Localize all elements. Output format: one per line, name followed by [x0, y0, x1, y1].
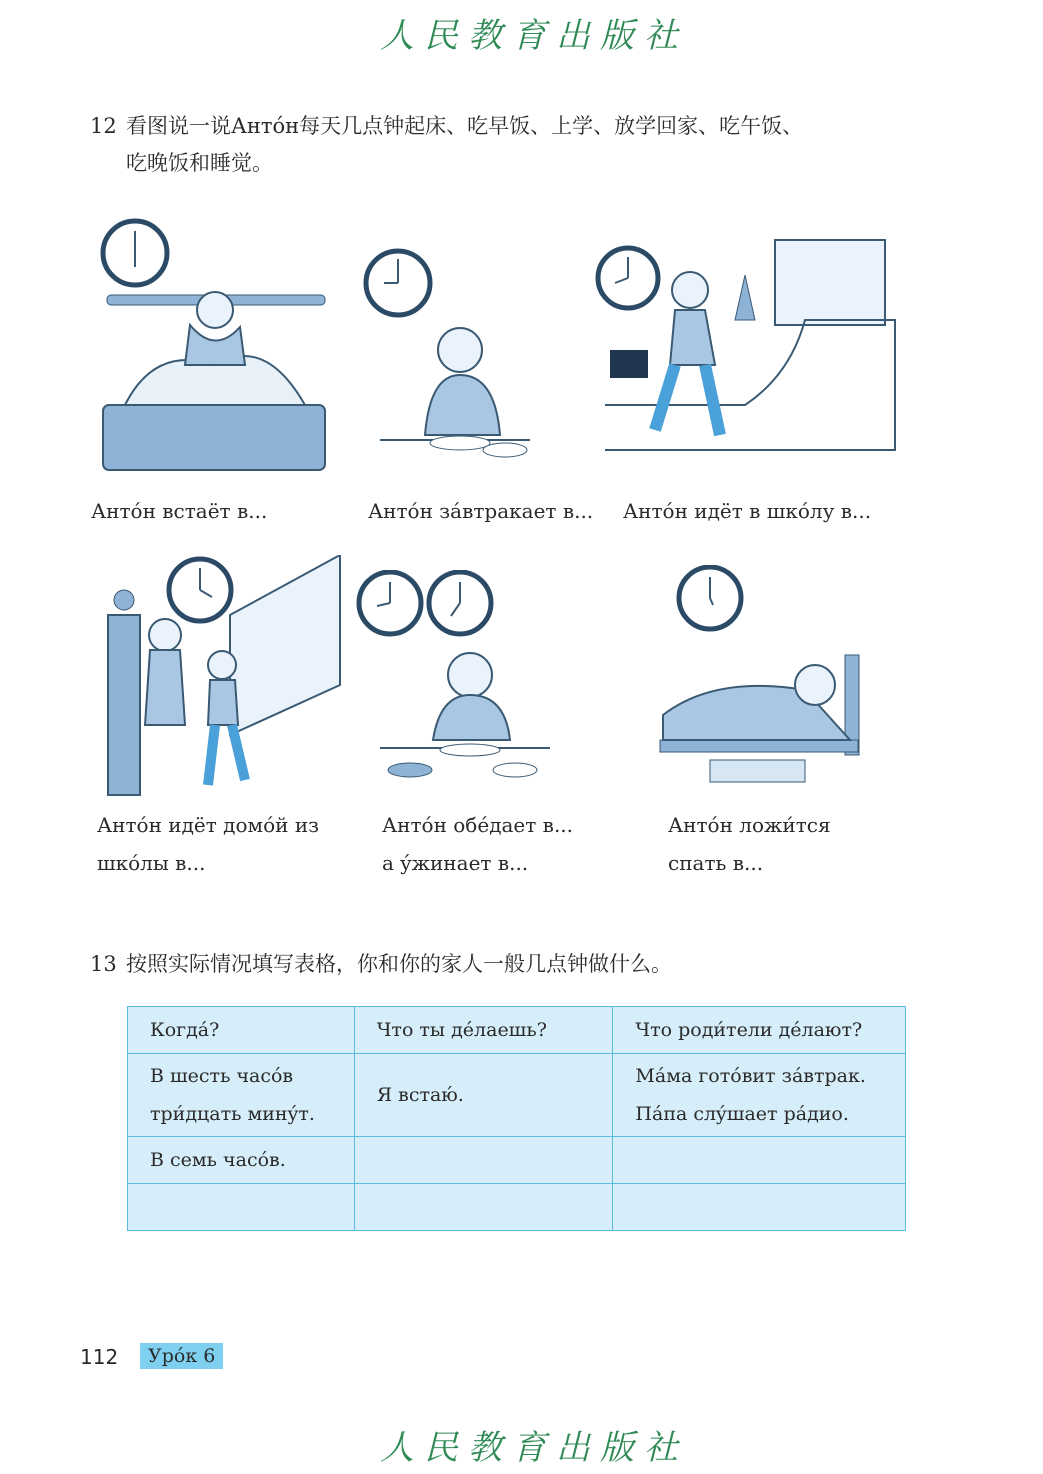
task-text-line1: 看图说一说Антóн每天几点钟起床、吃早饭、上学、放学回家、吃午饭、 — [126, 114, 804, 138]
caption-home-from-school — [97, 806, 319, 882]
lesson-badge: Урóк 6 — [140, 1343, 223, 1369]
cell-line: три́дцать минýт. — [150, 1103, 315, 1125]
caption-line: спать в... — [668, 851, 764, 875]
caption-line: Антóн зáвтракает в... — [368, 499, 594, 523]
page-number: 112 — [80, 1345, 119, 1369]
task-13-instruction — [90, 946, 950, 983]
table-cell-empty[interactable] — [354, 1184, 613, 1231]
table-cell — [354, 1054, 613, 1137]
cell-line: Пáпа слýшает рáдио. — [635, 1103, 849, 1125]
table-header-cell: Что ты дéлаешь? — [354, 1007, 613, 1054]
task-12-instruction — [90, 108, 950, 182]
caption-line: Антóн обéдает в... — [382, 813, 574, 837]
table-cell: В семь часóв. — [128, 1137, 355, 1184]
caption-breakfast — [368, 492, 593, 530]
table-cell-empty[interactable] — [354, 1137, 613, 1184]
illustration-wake-up — [95, 215, 335, 480]
table-row — [128, 1184, 906, 1231]
publisher-logo-top: 人民教育出版社 — [380, 16, 688, 56]
caption-line: Антóн ложи́тся — [668, 813, 831, 837]
caption-lunch-dinner — [382, 806, 573, 882]
caption-bedtime — [668, 806, 831, 882]
illustration-to-school — [595, 235, 905, 460]
table-cell-empty[interactable] — [128, 1184, 355, 1231]
illustration-breakfast — [360, 245, 540, 470]
caption-line: шкóлы в... — [97, 851, 206, 875]
table-cell — [613, 1054, 906, 1137]
task-text: 按照实际情况填写表格，你和你的家人一般几点钟做什么。 — [126, 952, 672, 976]
table-cell-empty[interactable] — [613, 1137, 906, 1184]
caption-wake-up — [91, 492, 267, 530]
publisher-logo-bottom: 人民教育出版社 — [380, 1428, 688, 1468]
table-cell-empty[interactable] — [613, 1184, 906, 1231]
illustration-home-from-school — [100, 555, 345, 800]
table-header-cell: Когдá? — [128, 1007, 355, 1054]
cell-line: Мáма готóвит зáвтрак. — [635, 1065, 866, 1087]
task-text-line2: 吃晚饭和睡觉。 — [126, 151, 273, 175]
caption-line: Антóн идёт домóй из — [97, 813, 320, 837]
table-cell — [128, 1054, 355, 1137]
table-row — [128, 1054, 906, 1137]
cell-line: Я встаю́. — [376, 1084, 464, 1106]
table-header-cell: Что роди́тели дéлают? — [613, 1007, 906, 1054]
table-header-row — [128, 1007, 906, 1054]
cell-line: В шесть часóв — [150, 1065, 294, 1087]
illustration-lunch-dinner — [355, 570, 555, 785]
task-number: 13 — [90, 952, 117, 976]
caption-line: Антóн идёт в шкóлу в... — [623, 499, 872, 523]
caption-line: Антóн встаёт в... — [91, 499, 268, 523]
table-row — [128, 1137, 906, 1184]
caption-to-school — [623, 492, 871, 530]
caption-line: а ýжинает в... — [382, 851, 529, 875]
illustration-bedtime — [655, 565, 865, 790]
schedule-table — [127, 1006, 906, 1231]
task-number: 12 — [90, 114, 117, 138]
